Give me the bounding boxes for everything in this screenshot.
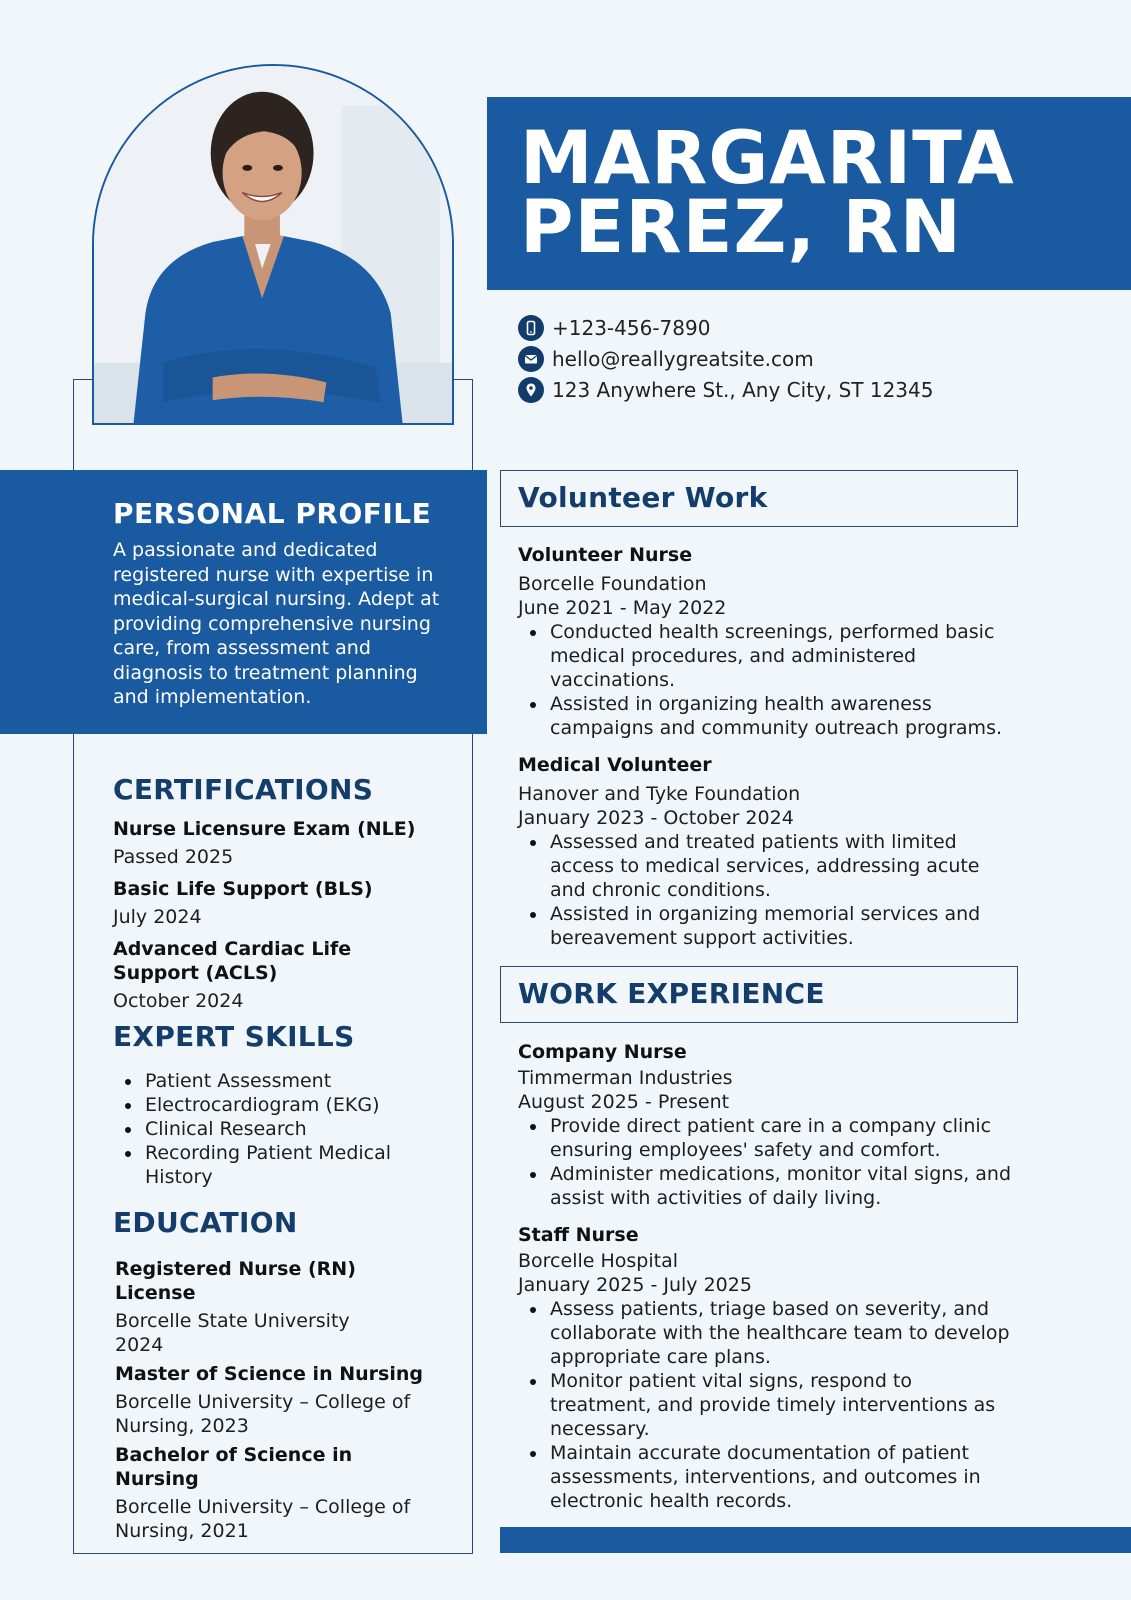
job-bullet: Conducted health screenings, performed basic medical procedures, and administered vaccinations.: [518, 620, 1018, 692]
job-bullet: Maintain accurate documentation of patient assessments, interventions, and outcomes in electronic health records.: [518, 1441, 1018, 1513]
job-bullet: Assisted in organizing health awareness campaigns and community outreach programs.: [518, 692, 1018, 740]
cert-detail: October 2024: [113, 990, 244, 1012]
name-line-1: MARGARITA: [520, 116, 1015, 201]
job-bullets: [518, 620, 1018, 740]
candidate-name: [520, 116, 1015, 270]
skills-list: [113, 1069, 463, 1189]
degree-name: Master of Science in Nursing: [115, 1363, 423, 1385]
degree-name: Bachelor of Science in Nursing: [115, 1444, 353, 1490]
school-name: Borcelle University – College of Nursing, 2023: [115, 1391, 411, 1437]
volunteer-work-title: Volunteer Work: [518, 481, 768, 514]
cert-detail: Passed 2025: [113, 846, 234, 868]
work-experience-header: [500, 966, 1018, 1023]
expert-skills-title: EXPERT SKILLS: [113, 1020, 355, 1053]
job-bullet: Provide direct patient care in a company clinic ensuring employees' safety and comfort.: [518, 1114, 1018, 1162]
phone-text: +123-456-7890: [552, 315, 711, 340]
job-dates: June 2021 - May 2022: [518, 597, 727, 619]
phone-icon: [518, 315, 544, 341]
job-bullet: Assess patients, triage based on severity, and collaborate with the healthcare team to develop appropriate care plans.: [518, 1297, 1018, 1369]
name-line-2: PEREZ, RN: [520, 185, 962, 270]
cert-name: Nurse Licensure Exam (NLE): [113, 818, 416, 840]
address-text: 123 Anywhere St., Any City, ST 12345: [552, 377, 934, 402]
job-bullet: Assessed and treated patients with limited access to medical services, addressing acute and chronic conditions.: [518, 830, 1018, 902]
job-role: Company Nurse: [518, 1041, 687, 1063]
job-role: Staff Nurse: [518, 1224, 639, 1246]
job-dates: January 2025 - July 2025: [518, 1274, 752, 1296]
work-list: [518, 1040, 1018, 1513]
job-org: Hanover and Tyke Foundation: [518, 783, 801, 805]
job-role: Volunteer Nurse: [518, 544, 693, 566]
cert-detail: July 2024: [113, 906, 202, 928]
job-bullet: Assisted in organizing memorial services and bereavement support activities.: [518, 902, 1018, 950]
certifications-list: [113, 817, 443, 1013]
contact-email: [518, 343, 933, 374]
job-org: Borcelle Hospital: [518, 1250, 678, 1272]
education-title: EDUCATION: [113, 1206, 298, 1239]
profile-photo: [92, 64, 454, 425]
email-text: hello@reallygreatsite.com: [552, 346, 814, 371]
education-list: [115, 1257, 425, 1543]
location-pin-icon: [518, 377, 544, 403]
job-role: Medical Volunteer: [518, 754, 712, 776]
degree-name: Registered Nurse (RN) License: [115, 1258, 356, 1304]
school-name: Borcelle University – College of Nursing, 2021: [115, 1496, 411, 1542]
cert-name: Advanced Cardiac Life Support (ACLS): [113, 938, 352, 984]
nurse-portrait-illustration: [94, 66, 452, 423]
volunteer-list: [518, 543, 1018, 950]
job-dates: August 2025 - Present: [518, 1091, 730, 1113]
job-org: Timmerman Industries: [518, 1067, 733, 1089]
job-bullets: [518, 1297, 1018, 1513]
work-experience-title: WORK EXPERIENCE: [518, 977, 825, 1010]
job-bullet: Monitor patient vital signs, respond to treatment, and provide timely interventions as necessary.: [518, 1369, 1018, 1441]
skill-item: Clinical Research: [113, 1117, 463, 1141]
contact-address: [518, 374, 933, 405]
skill-item: Electrocardiogram (EKG): [113, 1093, 463, 1117]
email-icon: [518, 346, 544, 372]
job-bullet: Administer medications, monitor vital signs, and assist with activities of daily living.: [518, 1162, 1018, 1210]
contact-phone: [518, 312, 933, 343]
skill-item: Recording Patient Medical History: [113, 1141, 463, 1189]
personal-profile-title: PERSONAL PROFILE: [113, 497, 432, 530]
bottom-accent-bar: [500, 1527, 1131, 1553]
job-bullets: [518, 830, 1018, 950]
contact-info: [518, 312, 933, 405]
job-bullets: [518, 1114, 1018, 1210]
job-org: Borcelle Foundation: [518, 573, 707, 595]
volunteer-work-header: [500, 470, 1018, 527]
skill-item: Patient Assessment: [113, 1069, 463, 1093]
cert-name: Basic Life Support (BLS): [113, 878, 373, 900]
school-name: Borcelle State University: [115, 1310, 350, 1332]
job-dates: January 2023 - October 2024: [518, 807, 794, 829]
education-year: 2024: [115, 1334, 164, 1356]
personal-profile-text: A passionate and dedicated registered nurse with expertise in medical-surgical nursing. Adept at providing comprehensive nursing care, from assessment and diagnosis to treatment planning and implementation.: [113, 539, 440, 708]
certifications-title: CERTIFICATIONS: [113, 773, 374, 806]
